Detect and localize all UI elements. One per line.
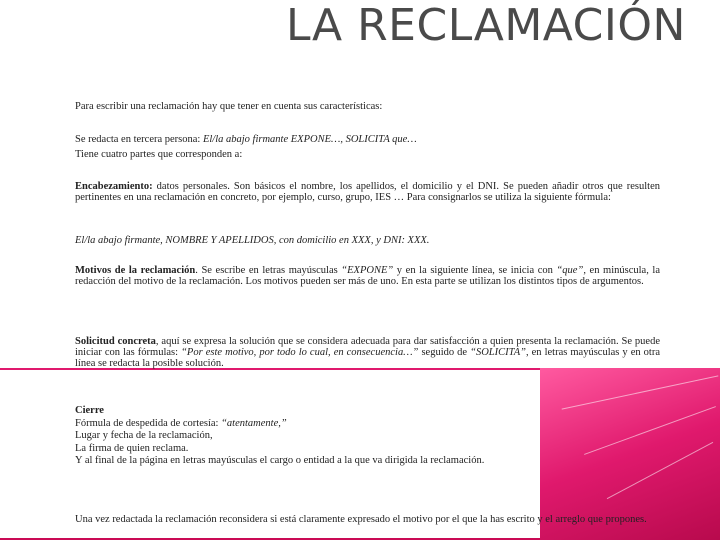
intro-text: Para escribir una reclamación hay que tener en cuenta sus características: — [75, 101, 383, 112]
persona-prefix: Se redacta en tercera persona: — [75, 134, 203, 145]
solicitud-label: Solicitud concreta — [75, 336, 156, 347]
cierre-line2: Lugar y fecha de la reclamación, — [75, 430, 213, 441]
persona-line — [75, 134, 660, 145]
cierre-line1-b: “atentamente,” — [221, 417, 287, 429]
motivos-que: “que” — [556, 265, 584, 276]
persona-example: El/la abajo firmante EXPONE…, SOLICITA que… — [202, 134, 417, 145]
cierre-block — [75, 405, 660, 468]
encabezamiento-paragraph — [75, 181, 660, 203]
cierre-line3: La firma de quien reclama. — [75, 442, 189, 454]
motivos-expone: “EXPONE” — [341, 265, 394, 276]
page-title: LA RECLAMACIÓN — [286, 0, 686, 51]
solicitud-solicita: “SOLICITA” — [470, 347, 526, 358]
motivos-text-a: . Se escribe en letras mayúsculas — [195, 265, 342, 276]
solicitud-text-a: , aquí se expresa la solución que se considera adecuada para dar satisfacción a quien presenta la reclamación. Se puede iniciar con las fórmulas: — [75, 336, 660, 358]
encabezamiento-label: Encabezamiento: — [75, 181, 153, 192]
motivos-paragraph — [75, 265, 660, 287]
solicitud-text-b: seguido de — [418, 347, 471, 358]
motivos-text-c: , en minúscula, la redacción del motivo de la reclamación. Los motivos pueden ser más de uno. En esta parte se utilizan los distintos tipos de argumentos. — [75, 265, 660, 287]
solicitud-paragraph — [75, 336, 660, 369]
solicitud-text-c: , en letras mayúsculas y en otra línea se redacta la posible solución. — [75, 347, 661, 369]
encabezamiento-text: datos personales. Son básicos el nombre, los apellidos, el domicilio y el DNI. Se pueden añadir otros que resulten pertinentes en una reclamación en concreto, por ejemplo, curso, grupo, IES … Para consignarlos se utiliza la siguiente fórmula: — [75, 181, 660, 203]
cierre-line4: Y al final de la página en letras mayúsculas el cargo o entidad a la que va dirigida la reclamación. — [75, 455, 485, 466]
motivos-text-b: y en la siguiente línea, se inicia con — [393, 265, 557, 276]
formula-line — [75, 235, 660, 246]
solicitud-formulas: “Por este motivo, por todo lo cual, en consecuencia…” — [181, 347, 419, 358]
partes-line: Tiene cuatro partes que corresponden a: — [75, 149, 243, 160]
final-paragraph: Una vez redactada la reclamación reconsidera si está claramente expresado el motivo por el que la has escrito y el arreglo que propones. — [75, 514, 647, 525]
cierre-label: Cierre — [75, 405, 104, 416]
cierre-line1-a: Fórmula de despedida de cortesía: — [75, 417, 222, 429]
formula-text: El/la abajo firmante, NOMBRE Y APELLIDOS, con domicilio en XXX, y DNI: XXX. — [75, 235, 430, 246]
motivos-label: Motivos de la reclamación — [75, 265, 196, 276]
